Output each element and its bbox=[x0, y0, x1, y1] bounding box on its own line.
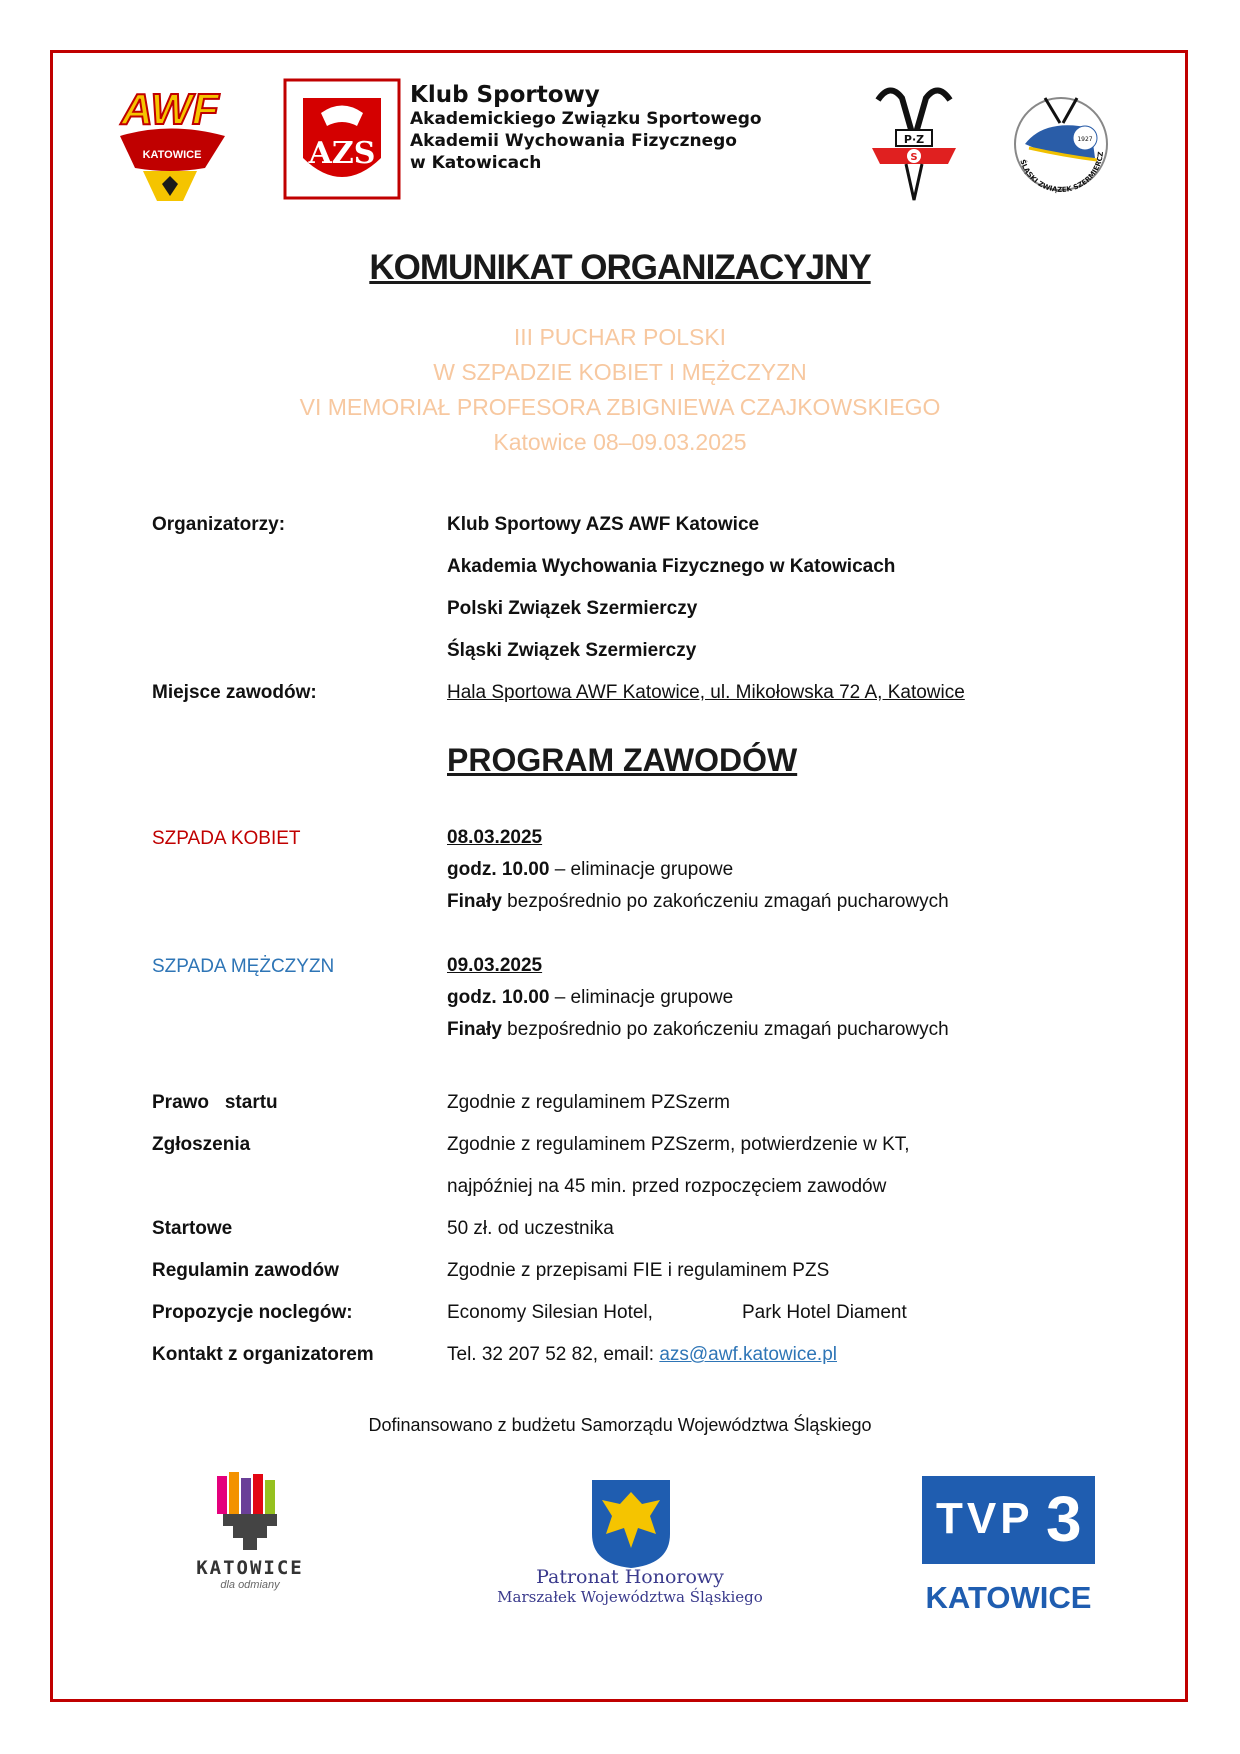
patron-line-1: Patronat Honorowy bbox=[536, 1566, 724, 1588]
hotel-2: Park Hotel Diament bbox=[742, 1302, 907, 1323]
contact-phone: Tel. 32 207 52 82, email: bbox=[447, 1344, 660, 1365]
women-finals bbox=[447, 886, 949, 918]
azs-logo-text: AZS bbox=[308, 136, 376, 171]
organizer-4: Śląski Związek Szermierczy bbox=[447, 640, 697, 661]
club-line-1: Klub Sportowy bbox=[410, 82, 600, 108]
men-time-rest: – eliminacje grupowe bbox=[549, 987, 734, 1008]
men-date: 09.03.2025 bbox=[447, 955, 543, 976]
venue-label: Miejsce zawodów: bbox=[152, 682, 317, 703]
start-right-label: Prawo startu bbox=[152, 1092, 278, 1113]
patron-line-2: Marszałek Województwa Śląskiego bbox=[497, 1588, 763, 1606]
men-finals bbox=[447, 1014, 949, 1046]
szs-logo-ring: ŚLĄSKI ZWIĄZEK SZERMIERCZ bbox=[1018, 151, 1106, 195]
organizers-label: Organizatorzy: bbox=[152, 514, 286, 535]
funding-note: Dofinansowano z budżetu Samorządu Województwa Śląskiego bbox=[368, 1415, 872, 1435]
hotel-1: Economy Silesian Hotel, bbox=[447, 1302, 653, 1323]
katowice-logo-sub: dla odmiany bbox=[220, 1579, 280, 1591]
event-subtitle bbox=[0, 320, 1240, 460]
club-name bbox=[410, 82, 762, 174]
pzs-logo bbox=[868, 80, 960, 202]
men-time bbox=[447, 982, 949, 1014]
subtitle-line-3: VI MEMORIAŁ PROFESORA ZBIGNIEWA CZAJKOWSKIEGO bbox=[299, 394, 941, 420]
tvp-logo-text: TVP bbox=[936, 1494, 1034, 1543]
contact-label: Kontakt z organizatorem bbox=[152, 1344, 374, 1365]
registration-value-1: Zgodnie z regulaminem PZSzerm, potwierdzenie w KT, bbox=[447, 1134, 910, 1155]
pzs-logo-text: P·Z bbox=[903, 133, 925, 146]
accommodation-label: Propozycje noclegów: bbox=[152, 1302, 353, 1323]
page-title: KOMUNIKAT ORGANIZACYJNY bbox=[369, 248, 871, 287]
awf-logo-city: KATOWICE bbox=[142, 149, 202, 161]
program-title: PROGRAM ZAWODÓW bbox=[447, 742, 798, 778]
subtitle-line-2: W SZPADZIE KOBIET I MĘŻCZYZN bbox=[433, 359, 807, 385]
men-time-bold: godz. 10.00 bbox=[447, 987, 550, 1008]
women-finals-bold: Finały bbox=[447, 891, 502, 912]
patronage bbox=[430, 1566, 830, 1606]
program-women bbox=[447, 822, 949, 918]
szs-logo bbox=[1005, 88, 1117, 200]
club-line-4: w Katowicach bbox=[410, 153, 542, 173]
venue-address: Hala Sportowa AWF Katowice, ul. Mikołowska 72 A, Katowice bbox=[447, 682, 965, 703]
organizer-1: Klub Sportowy AZS AWF Katowice bbox=[447, 514, 760, 535]
pzs-logo-sub: S bbox=[910, 152, 918, 163]
men-finals-rest: bezpośrednio po zakończeniu zmagań pucharowych bbox=[501, 1019, 949, 1040]
azs-logo bbox=[283, 78, 401, 200]
tvp-city: KATOWICE bbox=[925, 1580, 1092, 1615]
registration-value-2: najpóźniej na 45 min. przed rozpoczęciem zawodów bbox=[447, 1176, 887, 1197]
women-time-rest: – eliminacje grupowe bbox=[549, 859, 734, 880]
silesia-coat-of-arms-icon bbox=[590, 1478, 672, 1570]
club-line-2: Akademickiego Związku Sportowego bbox=[410, 109, 762, 129]
tvp3-logo bbox=[922, 1476, 1095, 1564]
rules-label: Regulamin zawodów bbox=[152, 1260, 339, 1281]
organizer-2: Akademia Wychowania Fizycznego w Katowicach bbox=[447, 556, 896, 577]
fee-value: 50 zł. od uczestnika bbox=[447, 1218, 614, 1239]
subtitle-line-1: III PUCHAR POLSKI bbox=[513, 324, 727, 350]
category-men: SZPADA MĘŻCZYZN bbox=[152, 956, 335, 977]
women-finals-rest: bezpośrednio po zakończeniu zmagań pucharowych bbox=[501, 891, 949, 912]
szs-logo-year: 1927 bbox=[1077, 136, 1093, 143]
katowice-city-logo bbox=[195, 1472, 305, 1622]
start-right-value: Zgodnie z regulaminem PZSzerm bbox=[447, 1092, 730, 1113]
awf-logo-text: AWF bbox=[121, 85, 219, 134]
men-finals-bold: Finały bbox=[447, 1019, 502, 1040]
rules-value: Zgodnie z przepisami FIE i regulaminem PZS bbox=[447, 1260, 830, 1281]
registration-label: Zgłoszenia bbox=[152, 1134, 251, 1155]
club-line-3: Akademii Wychowania Fizycznego bbox=[410, 131, 737, 151]
awf-katowice-logo bbox=[105, 76, 235, 206]
organizer-3: Polski Związek Szermierczy bbox=[447, 598, 698, 619]
contact-email-link[interactable]: azs@awf.katowice.pl bbox=[659, 1344, 838, 1365]
women-time-bold: godz. 10.00 bbox=[447, 859, 550, 880]
fee-label: Startowe bbox=[152, 1218, 233, 1239]
katowice-logo-text: KATOWICE bbox=[196, 1557, 304, 1579]
women-time bbox=[447, 854, 949, 886]
subtitle-line-4: Katowice 08–09.03.2025 bbox=[493, 429, 747, 455]
category-women: SZPADA KOBIET bbox=[152, 828, 301, 849]
tvp-logo-number: 3 bbox=[1046, 1483, 1082, 1555]
program-men bbox=[447, 950, 949, 1046]
contact-value bbox=[447, 1344, 837, 1366]
women-date: 08.03.2025 bbox=[447, 827, 543, 848]
